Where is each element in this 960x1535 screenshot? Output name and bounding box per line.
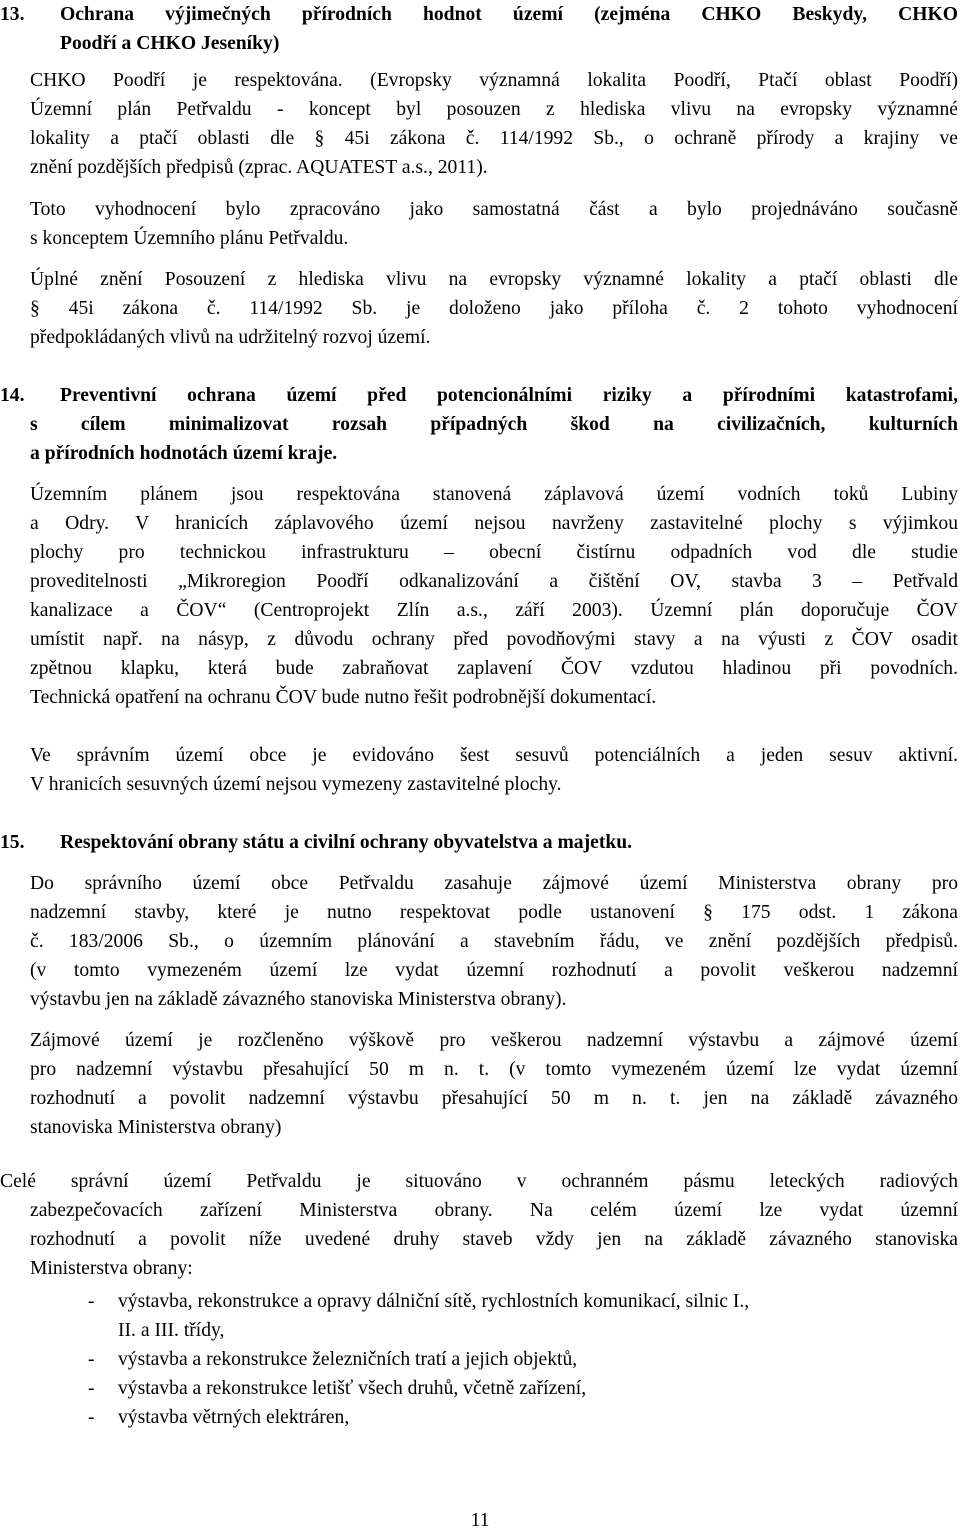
section-13-paragraph-3-line: § 45i zákona č. 114/1992 Sb. je doloženo jako příloha č. 2 tohoto vyhodnocení bbox=[30, 298, 958, 319]
section-15-heading: Respektování obrany státu a civilní ochrany obyvatelstva a majetku. bbox=[60, 832, 633, 853]
section-15-paragraph-1-line: (v tomto vymezeném území lze vydat územní rozhodnutí a povolit veškerou nadzemní bbox=[30, 960, 958, 981]
section-15-paragraph-1-line: výstavbu jen na základě závazného stanoviska Ministerstva obrany). bbox=[30, 989, 567, 1010]
bullet-item-continuation: II. a III. třídy, bbox=[118, 1320, 225, 1341]
bullet-item: výstavba, rekonstrukce a opravy dálniční sítě, rychlostních komunikací, silnic I., bbox=[118, 1291, 750, 1312]
section-15-paragraph-1-line: Do správního území obce Petřvaldu zasahuje zájmové území Ministerstva obrany pro bbox=[30, 873, 958, 894]
section-13-paragraph-1-line: lokality a ptačí oblasti dle § 45i zákona č. 114/1992 Sb., o ochraně přírody a krajiny ve bbox=[30, 128, 958, 149]
section-13-paragraph-2-line: s konceptem Územního plánu Petřvaldu. bbox=[30, 228, 349, 249]
section-14-paragraph-1-line: kanalizace a ČOV“ (Centroprojekt Zlín a.s., září 2003). Územní plán doporučuje ČOV bbox=[30, 600, 958, 621]
page-number: 11 bbox=[470, 1510, 490, 1531]
section-15-paragraph-3-line: zabezpečovacích zařízení Ministerstva obrany. Na celém území lze vydat územní bbox=[30, 1200, 958, 1221]
section-13-paragraph-2-line: Toto vyhodnocení bylo zpracováno jako samostatná část a bylo projednáváno současně bbox=[30, 199, 958, 220]
section-15-paragraph-2-line: pro nadzemní výstavbu přesahující 50 m n. t. (v tomto vymezeném území lze vydat územní bbox=[30, 1059, 958, 1080]
section-15-paragraph-2-line: stanoviska Ministerstva obrany) bbox=[30, 1117, 282, 1138]
section-14-paragraph-2-line: V hranicích sesuvných území nejsou vymezeny zastavitelné plochy. bbox=[30, 774, 562, 795]
bullet-item: výstavba a rekonstrukce železničních tratí a jejich objektů, bbox=[118, 1349, 578, 1370]
bullet-dash: - bbox=[88, 1378, 95, 1399]
section-14-paragraph-1-line: proveditelnosti „Mikroregion Poodří odkanalizování a čištění OV, stavba 3 – Petřvald bbox=[30, 571, 958, 592]
bullet-item: výstavba a rekonstrukce letišť všech druhů, včetně zařízení, bbox=[118, 1378, 587, 1399]
section-13-heading-line-1: Ochrana výjimečných přírodních hodnot území (zejména CHKO Beskydy, CHKO bbox=[60, 4, 958, 25]
section-14-heading-line-1: Preventivní ochrana území před potencionálními riziky a přírodními katastrofami, bbox=[60, 385, 958, 406]
section-14-paragraph-1-line: plochy pro technickou infrastrukturu – obecní čistírnu odpadních vod dle studie bbox=[30, 542, 958, 563]
section-15-paragraph-2-line: Zájmové území je rozčleněno výškově pro veškerou nadzemní výstavbu a zájmové území bbox=[30, 1030, 958, 1051]
section-14-paragraph-1-line: umístit např. na násyp, z důvodu ochrany před povodňovými stavy a na výusti z ČOV osadit bbox=[30, 629, 958, 650]
section-15-paragraph-3-line: Ministerstva obrany: bbox=[30, 1258, 193, 1279]
section-14-paragraph-1-line: a Odry. V hranicích záplavového území nejsou navrženy zastavitelné plochy s výjimkou bbox=[30, 513, 958, 534]
section-15-paragraph-3-line: rozhodnutí a povolit níže uvedené druhy staveb vždy jen na základě závazného stanoviska bbox=[30, 1229, 958, 1250]
section-13-heading-line-2: Poodří a CHKO Jeseníky) bbox=[60, 33, 280, 54]
section-14-paragraph-2-line: Ve správním území obce je evidováno šest sesuvů potenciálních a jeden sesuv aktivní. bbox=[30, 745, 958, 766]
bullet-dash: - bbox=[88, 1349, 95, 1370]
section-14-heading-line-3: a přírodních hodnotách území kraje. bbox=[30, 443, 338, 464]
bullet-item: výstavba větrných elektráren, bbox=[118, 1407, 350, 1428]
section-14-paragraph-1-line: Územním plánem jsou respektována stanovená záplavová území vodních toků Lubiny bbox=[30, 484, 958, 505]
section-15-paragraph-2-line: rozhodnutí a povolit nadzemní výstavbu přesahující 50 m n. t. jen na základě závazného bbox=[30, 1088, 958, 1109]
section-number-13: 13. bbox=[0, 4, 25, 25]
section-14-paragraph-1-line: Technická opatření na ochranu ČOV bude nutno řešit podrobnější dokumentací. bbox=[30, 687, 657, 708]
section-13-paragraph-3-line: Úplné znění Posouzení z hlediska vlivu na evropsky významné lokality a ptačí oblasti dle bbox=[30, 269, 958, 290]
section-15-paragraph-3-line: Celé správní území Petřvaldu je situováno v ochranném pásmu leteckých radiových bbox=[0, 1171, 958, 1192]
section-13-paragraph-1-line: CHKO Poodří je respektována. (Evropsky významná lokalita Poodří, Ptačí oblast Poodří) bbox=[30, 70, 958, 91]
section-15-paragraph-1-line: č. 183/2006 Sb., o územním plánování a stavebním řádu, ve znění pozdějších předpisů. bbox=[30, 931, 958, 952]
section-13-paragraph-1-line: znění pozdějších předpisů (zprac. AQUATEST a.s., 2011). bbox=[30, 157, 488, 178]
section-13-paragraph-3-line: předpokládaných vlivů na udržitelný rozvoj území. bbox=[30, 327, 431, 348]
section-13-paragraph-1-line: Územní plán Petřvaldu - koncept byl posouzen z hlediska vlivu na evropsky významné bbox=[30, 99, 958, 120]
bullet-dash: - bbox=[88, 1407, 95, 1428]
section-14-paragraph-1-line: zpětnou klapku, která bude zabraňovat zaplavení ČOV vzdutou hladinou při povodních. bbox=[30, 658, 958, 679]
section-number-15: 15. bbox=[0, 832, 25, 853]
bullet-dash: - bbox=[88, 1291, 95, 1312]
section-14-heading-line-2: s cílem minimalizovat rozsah případných škod na civilizačních, kulturních bbox=[30, 414, 958, 435]
section-15-paragraph-1-line: nadzemní stavby, které je nutno respektovat podle ustanovení § 175 odst. 1 zákona bbox=[30, 902, 958, 923]
section-number-14: 14. bbox=[0, 385, 25, 406]
